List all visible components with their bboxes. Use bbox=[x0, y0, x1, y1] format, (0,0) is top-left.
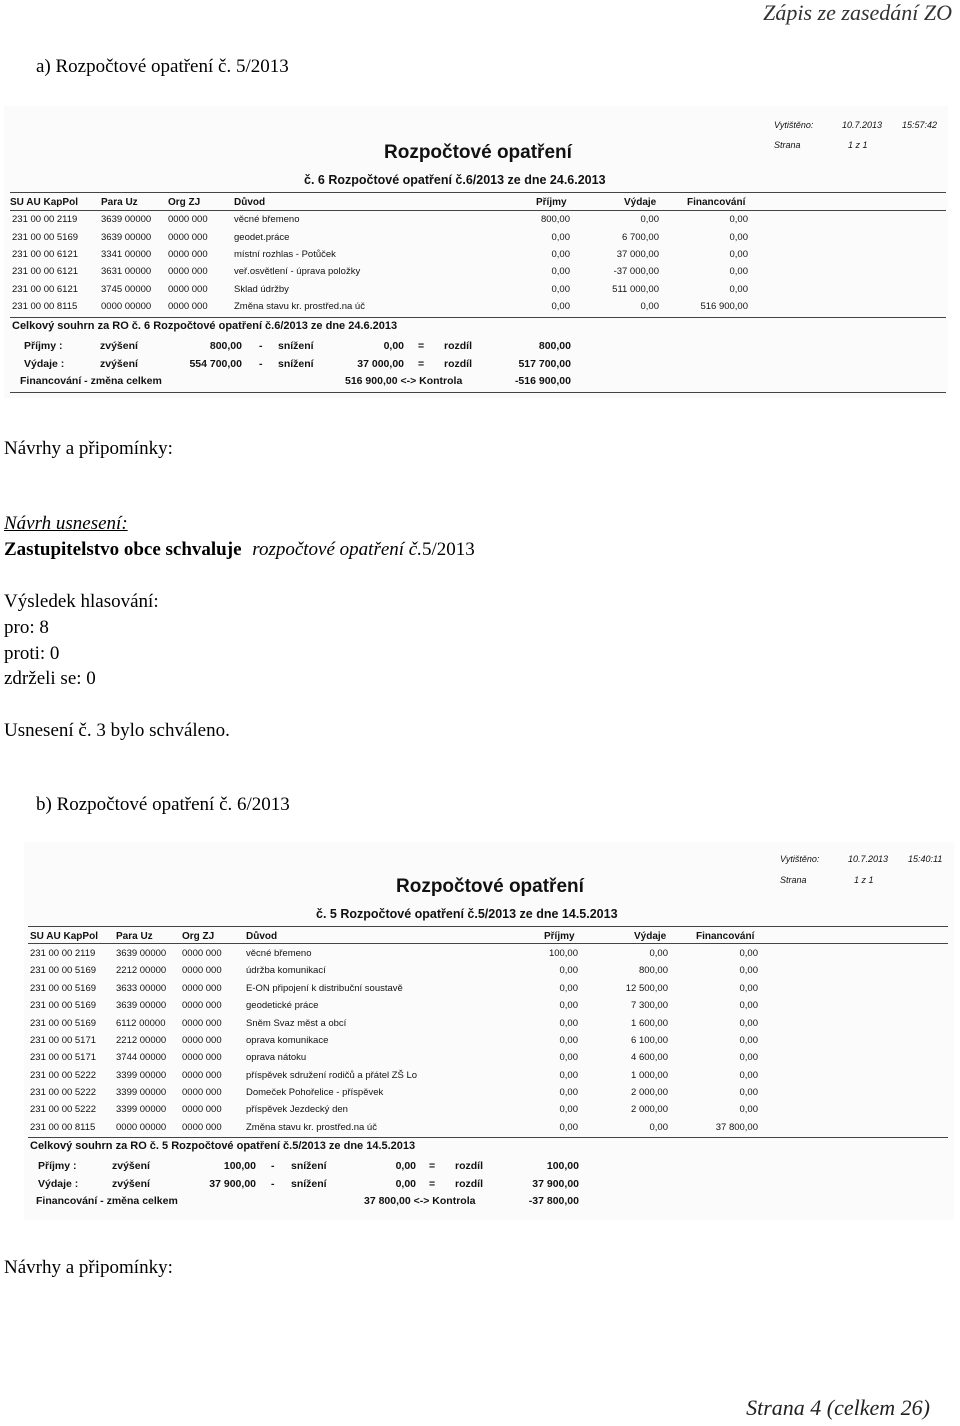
row-code: 231 00 00 5222 bbox=[30, 1087, 97, 1098]
row-fin: 0,00 bbox=[739, 948, 758, 959]
summary-eq: = bbox=[429, 1178, 436, 1190]
row-duvod: Změna stavu kr. prostřed.na úč bbox=[234, 301, 365, 312]
row-para: 3399 00000 bbox=[116, 1087, 167, 1098]
row-duvod: veř.osvětlení - úprava položky bbox=[234, 266, 361, 277]
summary-eq: = bbox=[429, 1160, 436, 1172]
row-prijmy: 0,00 bbox=[559, 983, 578, 994]
form-subtitle: č. 5 Rozpočtové opatření č.5/2013 ze dne 14.5.2013 bbox=[316, 907, 618, 921]
row-prijmy: 0,00 bbox=[551, 266, 570, 277]
summary-eq: = bbox=[418, 358, 425, 370]
row-para: 3399 00000 bbox=[116, 1104, 167, 1115]
usneseni-text-end: 5/2013 bbox=[421, 539, 475, 560]
summary-fin-value: 37 800,00 <-> Kontrola bbox=[364, 1195, 476, 1207]
row-duvod: oprava nátoku bbox=[246, 1052, 307, 1063]
row-fin: 37 800,00 bbox=[715, 1122, 758, 1133]
summary-fin-label: Financování - změna celkem bbox=[20, 375, 162, 387]
page-header: Zápis ze zasedání ZO bbox=[763, 0, 952, 25]
summary-prijmy-label: Příjmy : bbox=[24, 340, 63, 352]
row-code: 231 00 00 6121 bbox=[12, 266, 79, 277]
row-duvod: Sněm Svaz měst a obcí bbox=[246, 1018, 347, 1029]
summary-vydaje-label: Výdaje : bbox=[38, 1178, 79, 1190]
row-org: 0000 000 bbox=[168, 266, 208, 277]
col-vydaje: Výdaje bbox=[634, 931, 667, 942]
usneseni-result: Usnesení č. 3 bylo schváleno. bbox=[4, 720, 230, 741]
divider bbox=[28, 943, 948, 944]
hlasovani-pro: pro: 8 bbox=[4, 617, 49, 638]
col-su-au-kappol: SU AU KapPol bbox=[30, 931, 98, 942]
summary-fin-value: 516 900,00 <-> Kontrola bbox=[345, 375, 463, 387]
row-org: 0000 000 bbox=[168, 214, 208, 225]
row-org: 0000 000 bbox=[168, 284, 208, 295]
row-para: 3639 00000 bbox=[101, 232, 152, 243]
section-a-heading: a) Rozpočtové opatření č. 5/2013 bbox=[36, 56, 289, 77]
row-vydaje: 0,00 bbox=[649, 948, 668, 959]
summary-kontrola-value: -516 900,00 bbox=[514, 375, 571, 387]
row-vydaje: 6 700,00 bbox=[622, 232, 659, 243]
row-org: 0000 000 bbox=[182, 1122, 222, 1133]
row-para: 3341 00000 bbox=[101, 249, 152, 260]
row-code: 231 00 00 5171 bbox=[30, 1035, 97, 1046]
row-org: 0000 000 bbox=[182, 983, 222, 994]
row-code: 231 00 00 5171 bbox=[30, 1052, 97, 1063]
summary-zvyseni-value: 100,00 bbox=[223, 1160, 256, 1172]
row-duvod: příspěvek Jezdecký den bbox=[246, 1104, 348, 1115]
summary-prijmy-label: Příjmy : bbox=[38, 1160, 77, 1172]
row-duvod: oprava komunikace bbox=[246, 1035, 329, 1046]
summary-dash: - bbox=[259, 340, 263, 352]
row-fin: 0,00 bbox=[729, 266, 748, 277]
row-para: 3631 00000 bbox=[101, 266, 152, 277]
row-vydaje: 2 000,00 bbox=[631, 1087, 668, 1098]
row-para: 3633 00000 bbox=[116, 983, 167, 994]
row-fin: 0,00 bbox=[739, 1018, 758, 1029]
divider bbox=[28, 1137, 948, 1138]
row-fin: 0,00 bbox=[729, 284, 748, 295]
hlasovani-label: Výsledek hlasování: bbox=[4, 591, 159, 612]
row-prijmy: 100,00 bbox=[548, 948, 578, 959]
row-duvod: věcné břemeno bbox=[234, 214, 300, 225]
summary-rozdil-value: 517 700,00 bbox=[518, 358, 571, 370]
summary-rozdil-label: rozdíl bbox=[444, 358, 472, 370]
summary-dash: - bbox=[259, 358, 263, 370]
row-org: 0000 000 bbox=[182, 1104, 222, 1115]
row-code: 231 00 00 5169 bbox=[30, 983, 97, 994]
hlasovani-proti: proti: 0 bbox=[4, 643, 60, 664]
printed-date: 10.7.2013 bbox=[842, 120, 883, 130]
summary-title: Celkový souhrn za RO č. 5 Rozpočtové opatření č.5/2013 ze dne 14.5.2013 bbox=[30, 1140, 416, 1152]
row-prijmy: 0,00 bbox=[551, 249, 570, 260]
usneseni-text bbox=[4, 539, 475, 561]
divider bbox=[10, 192, 946, 193]
row-para: 3639 00000 bbox=[101, 214, 152, 225]
row-prijmy: 0,00 bbox=[559, 1087, 578, 1098]
row-vydaje: 1 000,00 bbox=[631, 1070, 668, 1081]
row-duvod: místní rozhlas - Potůček bbox=[234, 249, 336, 260]
row-code: 231 00 00 2119 bbox=[12, 214, 78, 225]
row-org: 0000 000 bbox=[182, 1035, 222, 1046]
row-para: 2212 00000 bbox=[116, 1035, 167, 1046]
summary-snizeni-label: snížení bbox=[278, 358, 314, 370]
row-org: 0000 000 bbox=[182, 1000, 222, 1011]
row-fin: 0,00 bbox=[729, 214, 748, 225]
row-code: 231 00 00 2119 bbox=[30, 948, 96, 959]
row-vydaje: 800,00 bbox=[638, 965, 668, 976]
summary-rozdil-value: 37 900,00 bbox=[532, 1178, 579, 1190]
summary-zvyseni-label: zvýšení bbox=[112, 1160, 150, 1172]
row-vydaje: 4 600,00 bbox=[631, 1052, 668, 1063]
summary-snizeni-label: snížení bbox=[278, 340, 314, 352]
hlasovani-zdrzeli: zdrželi se: 0 bbox=[4, 668, 96, 689]
summary-zvyseni-value: 37 900,00 bbox=[209, 1178, 256, 1190]
col-prijmy: Příjmy bbox=[536, 197, 567, 208]
form-title: Rozpočtové opatření bbox=[396, 876, 584, 897]
row-org: 0000 000 bbox=[182, 948, 222, 959]
row-duvod: geodetické práce bbox=[246, 1000, 319, 1011]
divider bbox=[10, 392, 946, 393]
summary-rozdil-label: rozdíl bbox=[455, 1160, 483, 1172]
row-code: 231 00 00 5169 bbox=[30, 965, 97, 976]
row-vydaje: -37 000,00 bbox=[613, 266, 659, 277]
row-duvod: příspěvek sdružení rodičů a přátel ZŠ Lo bbox=[246, 1070, 418, 1081]
navrhy-heading-b: Návrhy a připomínky: bbox=[4, 1257, 173, 1278]
row-prijmy: 800,00 bbox=[540, 214, 570, 225]
col-vydaje: Výdaje bbox=[624, 197, 657, 208]
row-vydaje: 2 000,00 bbox=[631, 1104, 668, 1115]
row-vydaje: 6 100,00 bbox=[631, 1035, 668, 1046]
col-financovani: Financování bbox=[696, 931, 755, 942]
summary-zvyseni-label: zvýšení bbox=[100, 340, 138, 352]
row-para: 6112 00000 bbox=[116, 1018, 166, 1029]
row-para: 2212 00000 bbox=[116, 965, 167, 976]
row-duvod: údržba komunikací bbox=[246, 965, 326, 976]
row-para: 0000 00000 bbox=[116, 1122, 167, 1133]
summary-rozdil-label: rozdíl bbox=[444, 340, 472, 352]
usneseni-text-bold: Zastupitelstvo obce schvaluje bbox=[4, 539, 242, 560]
row-vydaje: 37 000,00 bbox=[616, 249, 659, 260]
col-duvod: Důvod bbox=[234, 197, 266, 208]
summary-title: Celkový souhrn za RO č. 6 Rozpočtové opatření č.6/2013 ze dne 24.6.2013 bbox=[12, 320, 398, 332]
row-prijmy: 0,00 bbox=[551, 284, 570, 295]
section-b-heading: b) Rozpočtové opatření č. 6/2013 bbox=[36, 794, 290, 815]
printed-label: Vytištěno: bbox=[774, 120, 814, 130]
summary-zvyseni-value: 800,00 bbox=[209, 340, 242, 352]
printed-time: 15:57:42 bbox=[902, 120, 938, 130]
printed-date: 10.7.2013 bbox=[848, 854, 889, 864]
row-duvod: geodet.práce bbox=[234, 232, 290, 243]
row-vydaje: 0,00 bbox=[640, 214, 659, 225]
row-org: 0000 000 bbox=[168, 232, 208, 243]
col-duvod: Důvod bbox=[246, 931, 278, 942]
summary-zvyseni-label: zvýšení bbox=[112, 1178, 150, 1190]
row-code: 231 00 00 5169 bbox=[30, 1018, 97, 1029]
row-fin: 0,00 bbox=[739, 1104, 758, 1115]
page-label: Strana bbox=[774, 140, 801, 150]
page-value: 1 z 1 bbox=[848, 140, 868, 150]
row-code: 231 00 00 8115 bbox=[30, 1122, 96, 1133]
row-code: 231 00 00 5222 bbox=[30, 1104, 97, 1115]
col-org-zj: Org ZJ bbox=[182, 931, 215, 942]
row-duvod: Změna stavu kr. prostřed.na úč bbox=[246, 1122, 377, 1133]
form-title: Rozpočtové opatření bbox=[384, 142, 572, 163]
row-fin: 0,00 bbox=[739, 1052, 758, 1063]
summary-snizeni-value: 0,00 bbox=[395, 1160, 416, 1172]
row-fin: 0,00 bbox=[729, 232, 748, 243]
col-su-au-kappol: SU AU KapPol bbox=[10, 197, 78, 208]
row-fin: 0,00 bbox=[739, 983, 758, 994]
page-footer: Strana 4 (celkem 26) bbox=[746, 1395, 930, 1420]
row-duvod: Sklad údržby bbox=[234, 284, 289, 295]
row-prijmy: 0,00 bbox=[559, 1052, 578, 1063]
row-fin: 0,00 bbox=[729, 249, 748, 260]
printed-time: 15:40:11 bbox=[908, 854, 943, 864]
row-code: 231 00 00 5222 bbox=[30, 1070, 97, 1081]
row-vydaje: 0,00 bbox=[649, 1122, 668, 1133]
row-vydaje: 0,00 bbox=[640, 301, 659, 312]
summary-vydaje-label: Výdaje : bbox=[24, 358, 65, 370]
row-fin: 0,00 bbox=[739, 1070, 758, 1081]
row-para: 3639 00000 bbox=[116, 1000, 167, 1011]
col-financovani: Financování bbox=[687, 197, 746, 208]
row-org: 0000 000 bbox=[182, 1087, 222, 1098]
summary-dash: - bbox=[271, 1160, 275, 1172]
row-para: 3639 00000 bbox=[116, 948, 167, 959]
row-org: 0000 000 bbox=[182, 1052, 222, 1063]
summary-snizeni-value: 37 000,00 bbox=[357, 358, 404, 370]
summary-fin-label: Financování - změna celkem bbox=[36, 1195, 178, 1207]
col-prijmy: Příjmy bbox=[544, 931, 575, 942]
summary-rozdil-value: 100,00 bbox=[546, 1160, 579, 1172]
printed-label: Vytištěno: bbox=[780, 854, 820, 864]
col-para-uz: Para Uz bbox=[116, 931, 153, 942]
row-fin: 516 900,00 bbox=[700, 301, 748, 312]
row-prijmy: 0,00 bbox=[551, 232, 570, 243]
row-fin: 0,00 bbox=[739, 965, 758, 976]
row-para: 3744 00000 bbox=[116, 1052, 167, 1063]
summary-snizeni-value: 0,00 bbox=[395, 1178, 416, 1190]
row-prijmy: 0,00 bbox=[559, 1000, 578, 1011]
row-org: 0000 000 bbox=[168, 249, 208, 260]
row-code: 231 00 00 6121 bbox=[12, 284, 79, 295]
row-vydaje: 511 000,00 bbox=[612, 284, 659, 295]
page-value: 1 z 1 bbox=[854, 875, 874, 885]
row-fin: 0,00 bbox=[739, 1000, 758, 1011]
row-prijmy: 0,00 bbox=[559, 1104, 578, 1115]
divider bbox=[28, 926, 948, 927]
row-para: 3399 00000 bbox=[116, 1070, 167, 1081]
col-para-uz: Para Uz bbox=[101, 197, 138, 208]
col-org-zj: Org ZJ bbox=[168, 197, 201, 208]
row-prijmy: 0,00 bbox=[559, 1070, 578, 1081]
row-org: 0000 000 bbox=[182, 1018, 222, 1029]
budget-form-b bbox=[24, 842, 954, 1220]
row-vydaje: 12 500,00 bbox=[625, 983, 668, 994]
summary-dash: - bbox=[271, 1178, 275, 1190]
summary-snizeni-label: snížení bbox=[291, 1160, 327, 1172]
summary-eq: = bbox=[418, 340, 425, 352]
row-duvod: E-ON připojení k distribuční soustavě bbox=[246, 983, 403, 994]
navrhy-heading-a: Návrhy a připomínky: bbox=[4, 438, 173, 459]
page-label: Strana bbox=[780, 875, 807, 885]
summary-zvyseni-label: zvýšení bbox=[100, 358, 138, 370]
row-code: 231 00 00 8115 bbox=[12, 301, 78, 312]
row-prijmy: 0,00 bbox=[559, 1018, 578, 1029]
row-code: 231 00 00 5169 bbox=[12, 232, 79, 243]
row-vydaje: 1 600,00 bbox=[631, 1018, 668, 1029]
usneseni-text-italic: rozpočtové opatření č. bbox=[252, 539, 422, 560]
row-code: 231 00 00 6121 bbox=[12, 249, 79, 260]
summary-kontrola-value: -37 800,00 bbox=[528, 1195, 579, 1207]
summary-snizeni-value: 0,00 bbox=[383, 340, 404, 352]
row-fin: 0,00 bbox=[739, 1035, 758, 1046]
budget-form-a bbox=[4, 106, 948, 398]
divider bbox=[10, 210, 946, 211]
row-duvod: věcné břemeno bbox=[246, 948, 312, 959]
row-prijmy: 0,00 bbox=[559, 1035, 578, 1046]
summary-snizeni-label: snížení bbox=[291, 1178, 327, 1190]
row-org: 0000 000 bbox=[182, 1070, 222, 1081]
summary-rozdil-label: rozdíl bbox=[455, 1178, 483, 1190]
row-fin: 0,00 bbox=[739, 1087, 758, 1098]
row-duvod: Domeček Pohořelice - příspěvek bbox=[246, 1087, 384, 1098]
row-prijmy: 0,00 bbox=[551, 301, 570, 312]
row-org: 0000 000 bbox=[168, 301, 208, 312]
row-code: 231 00 00 5169 bbox=[30, 1000, 97, 1011]
row-prijmy: 0,00 bbox=[559, 965, 578, 976]
form-subtitle: č. 6 Rozpočtové opatření č.6/2013 ze dne 24.6.2013 bbox=[304, 173, 606, 187]
row-para: 0000 00000 bbox=[101, 301, 152, 312]
row-vydaje: 7 300,00 bbox=[631, 1000, 668, 1011]
row-prijmy: 0,00 bbox=[559, 1122, 578, 1133]
row-para: 3745 00000 bbox=[101, 284, 152, 295]
summary-rozdil-value: 800,00 bbox=[538, 340, 571, 352]
divider bbox=[10, 317, 946, 318]
row-org: 0000 000 bbox=[182, 965, 222, 976]
summary-zvyseni-value: 554 700,00 bbox=[189, 358, 242, 370]
usneseni-label: Návrh usnesení: bbox=[4, 513, 128, 534]
